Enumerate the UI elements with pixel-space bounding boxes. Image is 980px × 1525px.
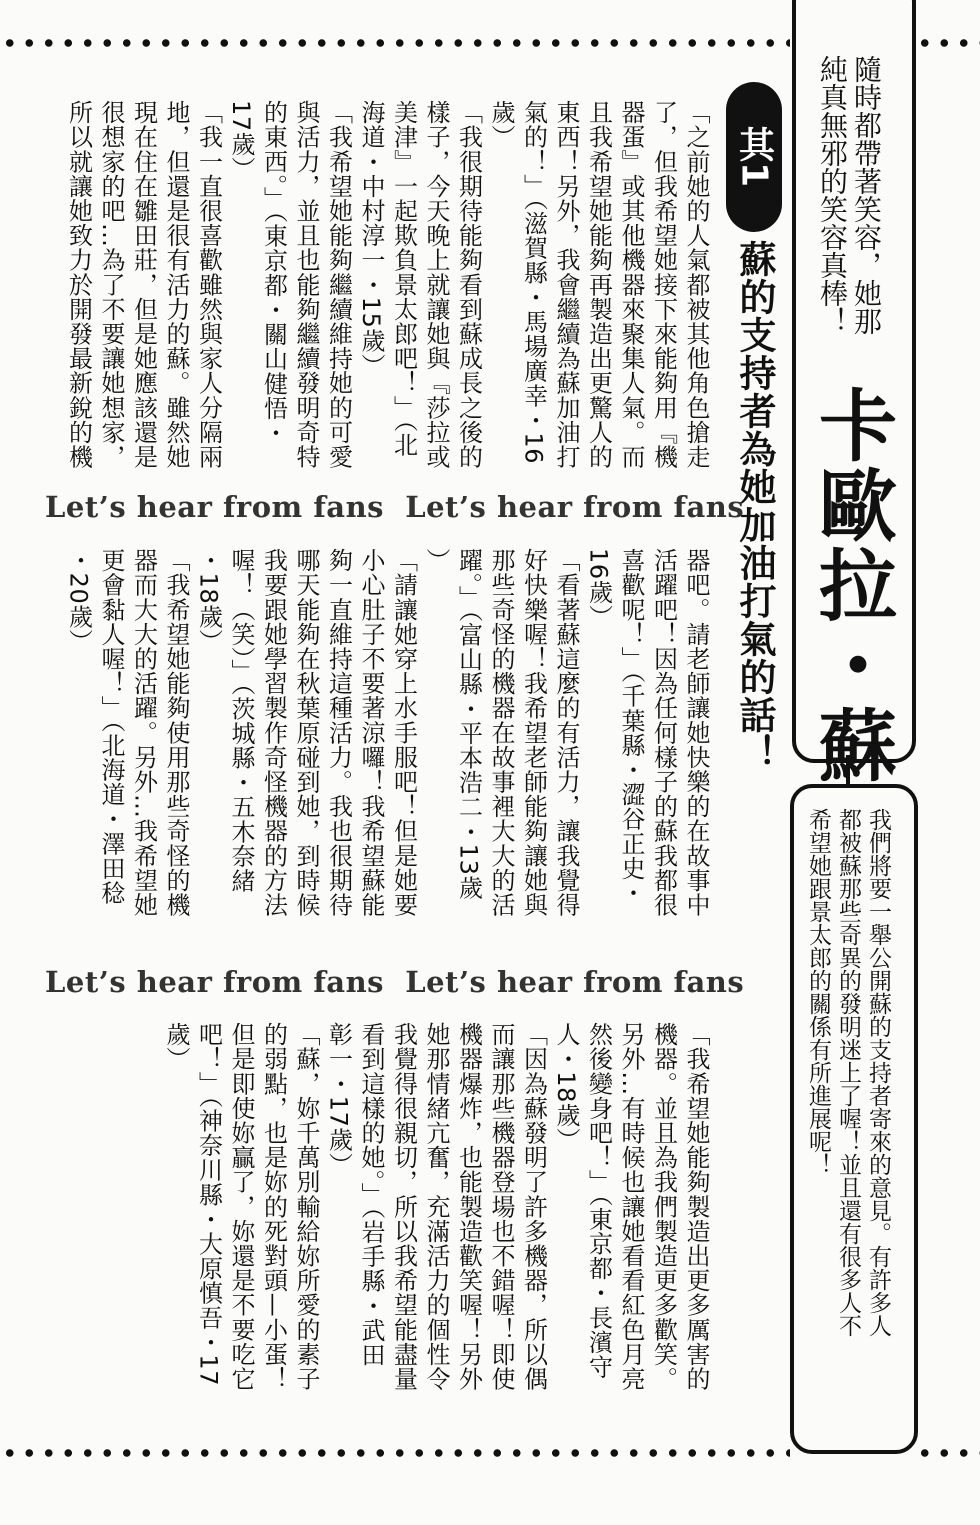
intro-text (803, 808, 893, 1337)
top-dotted-rule (0, 38, 790, 48)
page-title: 卡歐拉・蘇 (806, 385, 896, 785)
intro-line: 都被蘇那些奇異的發明迷上了喔！並且還有很多人不 (835, 808, 861, 1337)
fans-banner-1: Let’s hear from fans Let’s hear from fans (45, 490, 745, 524)
bottom-dotted-rule (0, 1448, 790, 1458)
top-dotted-rule-right (915, 38, 980, 48)
section-heading: 蘇的支持者為她加油打氣的話！ (733, 240, 776, 772)
fan-comments-block-1: 「之前她的人氣都被其他角色搶走 了，但我希望她接下來能夠用『機 器蛋』或其他機器來聚集人氣。而 且我希望她能夠再製造出更驚人的 東西！另外，我會繼續為蘇加油打 氣的！」（滋賀縣・馬場廣幸・16 歲） 「我很期待能夠看到蘇成長之後的 樣子，今天晚上就讓她與『莎拉或 美津』一起欺負景太郎吧！」（北 海道・中村淳一・15歲） 「我希望她能夠繼續維持她的可愛 與活力，並且也能夠繼續發明奇特 的東西。」（東京都・關山健悟・ 17歲） 「我一直很喜歡雖然與家人分隔兩 地，但還是很有活力的蘇。雖然她 現在住在雛田莊，但是她應該還是 很想家的吧…為了不要讓她想家， 所以就讓她致力於開發最新銳的機 (64, 100, 710, 469)
fan-comments-block-2: 器吧。請老師讓她快樂的在故事中 活躍吧！因為任何樣子的蘇我都很 喜歡呢！」（千葉縣・澀谷正史・ 16歲） 「看著蘇這麼的有活力，讓我覺得 好快樂喔！我希望老師能夠讓她與 那些奇怪的機器在故事裡大大的活 躍。」（富山縣・平本浩二・13歲 ） 「請讓她穿上水手服吧！但是她要 小心肚子不要著涼囉！我希望蘇能 夠一直維持這種活力。我也很期待 哪天能夠在秋葉原碰到她，到時候 我要跟她學習製作奇怪機器的方法 喔！（笑）」（茨城縣・五木奈緒 ・18歲） 「我希望她能夠使用那些奇怪的機 器而大大的活躍。另外…我希望她 更會黏人喔！」（北海道・澤田稔 ・20歲） (64, 548, 710, 917)
header-line: 純真無邪的笑容真棒！ (816, 55, 849, 335)
bottom-dotted-rule-right (915, 1448, 980, 1458)
fans-banner-2: Let’s hear from fans Let’s hear from fans (45, 965, 745, 999)
header-line: 隨時都帶著笑容，她那 (850, 55, 883, 335)
intro-line: 希望她跟景太郎的關係有所進展呢！ (805, 808, 831, 1176)
header-caption (815, 55, 883, 335)
intro-line: 我們將要一舉公開蘇的支持者寄來的意見。有許多人 (865, 808, 891, 1337)
section-number-badge: 其1 (726, 82, 782, 232)
fan-comments-block-3: 「我希望她能夠製造出更多厲害的 機器。並且為我們製造更多歡笑。 另外…有時候也讓她看看紅色月亮 然後變身吧！」（東京都・長濱守 人・18歲） 「因為蘇發明了許多機器，所以偶 而讓那些機器登場也不錯喔！即使 機器爆炸，也能製造歡笑喔！另外 她那情緒亢奮，充滿活力的個性令 我覺得很親切，所以我希望能盡量 看到這樣的她。」（岩手縣・武田 彰一・17歲） 「蘇，妳千萬別輸給妳所愛的素子 的弱點，也是妳的死對頭—小蛋！ 但是即使妳贏了，妳還是不要吃它 吧！」（神奈川縣・大原慎吾・17 歲） (162, 1022, 710, 1391)
